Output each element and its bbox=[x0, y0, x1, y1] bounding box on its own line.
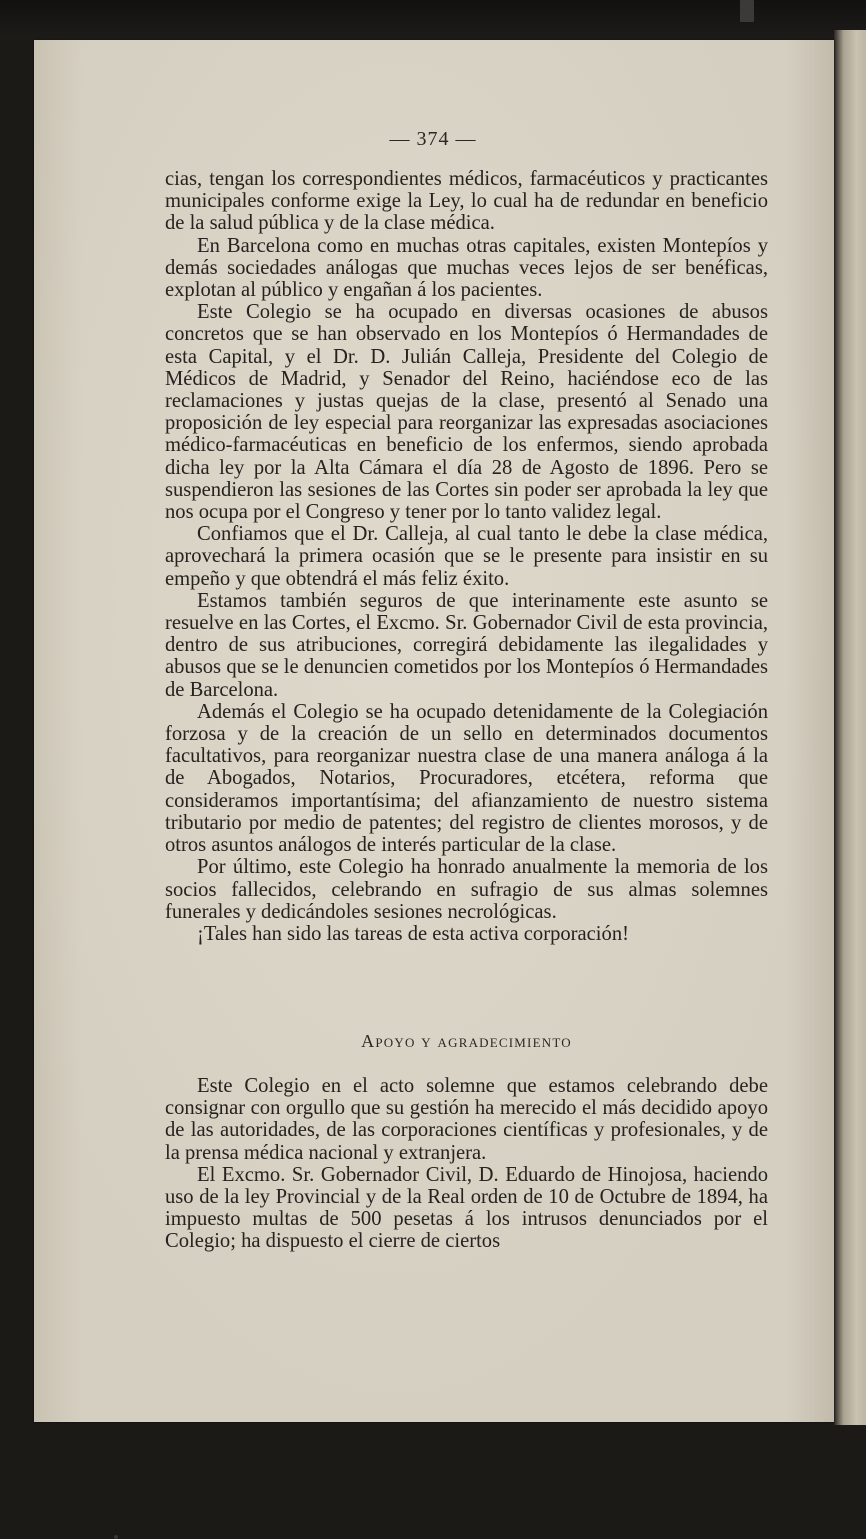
scan-background bbox=[0, 0, 866, 40]
paragraph: En Barcelona como en muchas otras capitales, existen Montepíos y demás sociedades análogas que muchas veces lejos de ser benéficas, explotan al público y engañan á los pacientes. bbox=[165, 234, 768, 302]
paragraph: El Excmo. Sr. Gobernador Civil, D. Eduardo de Hinojosa, haciendo uso de la ley Provincial y de la Real orden de 10 de Octubre de 1894, ha impuesto multas de 500 pesetas á los intrusos denunciados por el Colegio; ha dispuesto el cierre de ciertos bbox=[165, 1163, 768, 1253]
paper-speck bbox=[114, 1535, 118, 1539]
paragraph: Estamos también seguros de que interinamente este asunto se resuelve en las Cortes, el Excmo. Sr. Gobernador Civil de esta provincia, dentro de sus atribuciones, corregirá debidamente las ilegalidades y abusos que se le denuncien cometidos por los Montepíos ó Hermandades de Barcelona. bbox=[165, 589, 768, 701]
page-number-dash-right: — bbox=[455, 128, 477, 150]
section-body-text bbox=[165, 1075, 768, 1253]
paragraph: Este Colegio se ha ocupado en diversas ocasiones de abusos concretos que se han observado en los Montepíos ó Hermandades de esta Capital, y el Dr. D. Julián Calleja, Presidente del Colegio de Médicos de Madrid, y Senador del Reino, haciéndose eco de las reclamaciones y justas quejas de la clase, presentó al Senado una proposición de ley especial para reorganizar las expresadas asociaciones médico-farmacéuticas en beneficio de los enfermos, siendo aprobada dicha ley por la Alta Cámara el día 28 de Agosto de 1896. Pero se suspendieron las sesiones de las Cortes sin poder ser aprobada la ley que nos ocupa por el Congreso y tener por lo tanto validez legal. bbox=[165, 301, 768, 524]
binding-clip bbox=[740, 0, 754, 22]
page-number-value: 374 bbox=[416, 128, 450, 150]
paragraph: Además el Colegio se ha ocupado detenidamente de la Colegiación forzosa y de la creación de un sello en determinados documentos facultativos, para reorganizar nuestra clase de una manera análoga á la de Abogados, Notarios, Procuradores, etcétera, reforma que consideramos importantísima; del afianzamiento de nuestro sistema tributario por medio de patentes; del registro de clientes morosos, y de otros asuntos análogos de interés particular de la clase. bbox=[165, 700, 768, 857]
section-heading: Apoyo y agradecimiento bbox=[361, 1031, 572, 1051]
paragraph: Por último, este Colegio ha honrado anualmente la memoria de los socios fallecidos, celebrando en sufragio de sus almas solemnes funerales y dedicándoles sesiones necrológicas. bbox=[165, 856, 768, 923]
paragraph: cias, tengan los correspondientes médicos, farmacéuticos y practicantes municipales conforme exige la Ley, lo cual ha de redundar en beneficio de la salud pública y de la clase médica. bbox=[165, 168, 768, 235]
page-number-dash-left: — bbox=[389, 128, 411, 150]
facing-page-edge bbox=[834, 30, 866, 1425]
paragraph: Este Colegio en el acto solemne que estamos celebrando debe consignar con orgullo que su gestión ha merecido el más decidido apoyo de las autoridades, de las corporaciones científicas y profesionales, y de la prensa médica nacional y extranjera. bbox=[165, 1075, 768, 1164]
paragraph: Confiamos que el Dr. Calleja, al cual tanto le debe la clase médica, aprovechará la primera ocasión que se le presente para insistir en su empeño y que obtendrá el más feliz éxito. bbox=[165, 523, 768, 590]
paragraph: ¡Tales han sido las tareas de esta activa corporación! bbox=[197, 922, 629, 945]
body-text bbox=[165, 168, 768, 945]
page-number bbox=[0, 128, 866, 151]
